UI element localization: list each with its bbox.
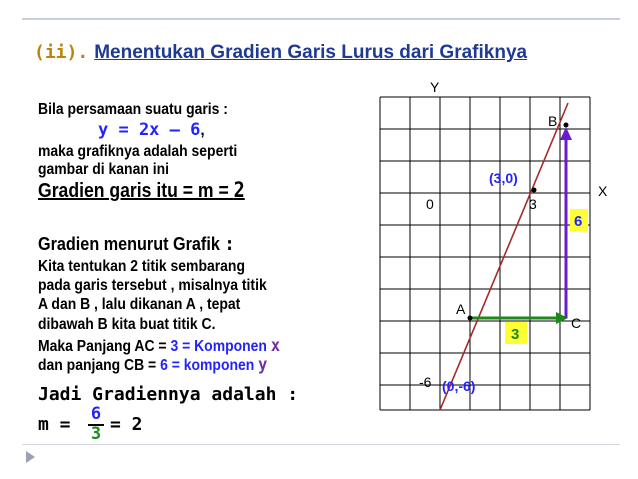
point-a <box>468 316 473 321</box>
label-b: B <box>548 113 558 129</box>
x-tick-3: 3 <box>529 196 537 212</box>
fraction-denominator: 3 <box>90 424 102 444</box>
cb-value: 6 = komponen <box>160 357 259 374</box>
fraction-numerator: 6 <box>90 404 102 424</box>
para-line-2: pada garis tersebut , misalnya titik <box>38 277 267 294</box>
y-component-var: y <box>258 355 268 375</box>
x-axis-label: X <box>598 183 608 199</box>
section-number: (ii). <box>34 42 89 63</box>
label-c: C <box>571 315 582 331</box>
play-arrow-icon[interactable] <box>26 451 35 463</box>
grid <box>380 97 590 410</box>
subheading-colon: : <box>224 233 235 255</box>
cb-length-value: 6 <box>574 213 583 230</box>
intro-line: Bila persamaan suatu garis : <box>38 101 228 118</box>
m-label: m = <box>38 414 71 435</box>
y-axis-label: Y <box>430 79 440 95</box>
cb-label: dan panjang CB = <box>38 357 161 374</box>
equation-suffix: , <box>200 122 205 139</box>
label-a: A <box>456 301 466 317</box>
section-title: Menentukan Gradien Garis Lurus dari Grafiknya <box>94 42 528 63</box>
bottom-divider <box>22 444 620 445</box>
point-3-0-label: (3,0) <box>489 170 518 186</box>
origin-label: 0 <box>426 196 434 212</box>
ac-value: 3 = Komponen <box>170 338 271 355</box>
desc-line-2: gambar di kanan ini <box>38 161 170 178</box>
point-3-0 <box>532 188 537 193</box>
conclusion: Jadi Gradiennya adalah : <box>38 384 299 405</box>
equation: y = 2x – 6 <box>98 120 201 140</box>
point-b <box>564 123 569 128</box>
y-tick-minus6: -6 <box>419 374 432 390</box>
m-result: = 2 <box>110 414 143 435</box>
subheading-text: Gradien menurut Grafik <box>38 234 220 254</box>
point-0-minus6-label: (0,-6) <box>442 378 476 394</box>
x-component-var: x <box>270 336 281 356</box>
gradient-label: Gradien garis itu = m = <box>38 180 234 202</box>
ac-label: Maka Panjang AC = <box>38 338 171 355</box>
gradient-value: 2 <box>233 178 245 202</box>
desc-line-1: maka grafiknya adalah seperti <box>38 143 238 160</box>
para-line-4: dibawah B kita buat titik C. <box>38 316 216 333</box>
para-line-3: A dan B , lalu dikanan A , tepat <box>38 296 241 313</box>
ac-length-value: 3 <box>511 326 520 343</box>
para-line-1: Kita tentukan 2 titik sembarang <box>38 258 245 275</box>
